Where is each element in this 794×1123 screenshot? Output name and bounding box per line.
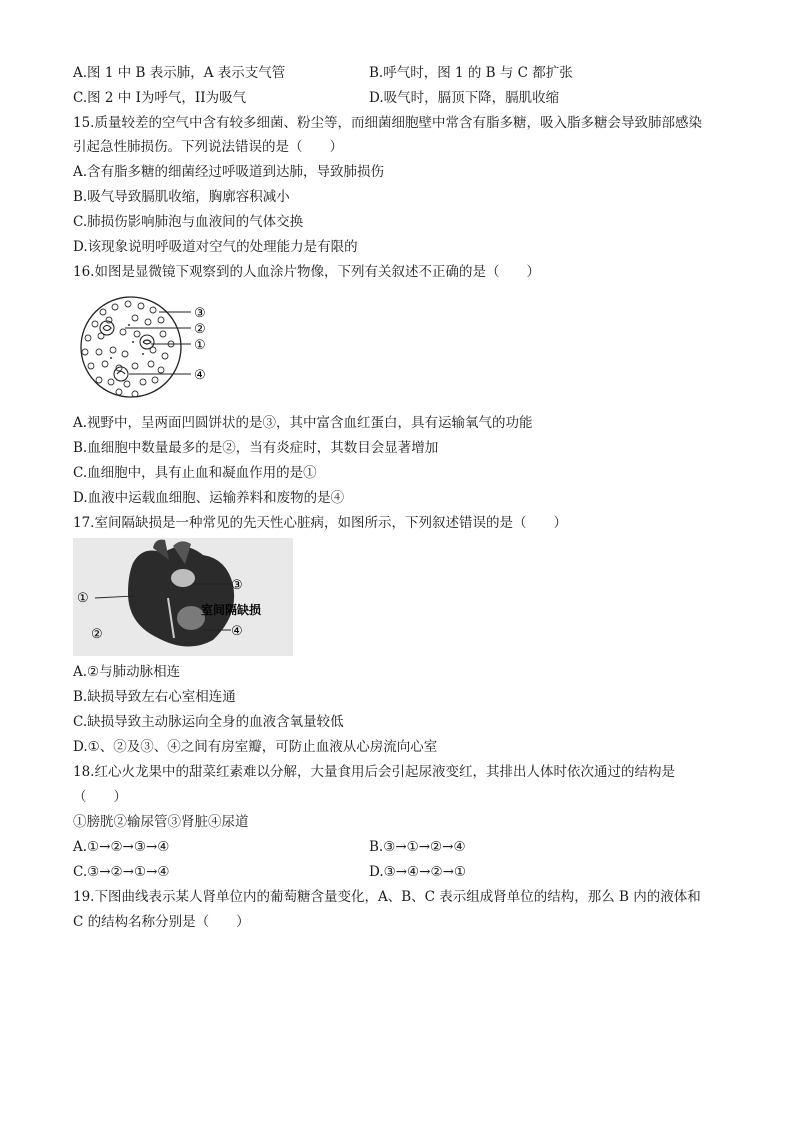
q18-options-row2 [73,862,466,882]
q16-option-b[interactable]: B.血细胞中数量最多的是②，当有炎症时，其数目会显著增加 [73,440,439,456]
q15-option-b[interactable]: B.吸气导致膈肌收缩，胸廓容积减小 [73,189,290,205]
label-2: ② [91,627,103,642]
label-1: ① [77,591,89,606]
q16-stem: 16.如图是显微镜下观察到的人血涂片物像，下列有关叙述不正确的是（ ） [73,264,540,280]
q16-option-a[interactable]: A.视野中，呈两面凹圆饼状的是③，其中富含血红蛋白，具有运输氧气的功能 [73,415,533,431]
label-1: ① [194,338,206,353]
q18-option-b[interactable]: B.③→①→②→④ [369,839,466,855]
q17-option-c[interactable]: C.缺损导致主动脉运向全身的血液含氧量较低 [73,714,344,730]
q15-option-a[interactable]: A.含有脂多糖的细菌经过呼吸道到达肺，导致肺损伤 [73,164,385,180]
q19-stem-line2: C 的结构名称分别是（ ） [73,914,250,930]
q14-option-d[interactable]: D.吸气时，膈顶下降，膈肌收缩 [369,90,560,106]
q14-option-b[interactable]: B.呼气时，图 1 的 B 与 C 都扩张 [369,65,573,81]
q17-option-d[interactable]: D.①、②及③、④之间有房室瓣，可防止血液从心房流向心室 [73,739,438,755]
q18-items: ①膀胱②输尿管③肾脏④尿道 [73,814,249,830]
label-4: ④ [194,368,206,383]
defect-label: 室间隔缺损 [201,603,262,617]
q14-options-row2 [73,88,560,108]
q15-option-c[interactable]: C.肺损伤影响肺泡与血液间的气体交换 [73,214,304,230]
blood-smear-figure [73,292,223,404]
label-3: ③ [194,306,206,321]
q15-stem-line1: 15.质量较差的空气中含有较多细菌、粉尘等，而细菌细胞壁中常含有脂多糖，吸入脂多糖会导致肺部感染 [73,115,702,131]
q18-options-row1 [73,837,466,857]
q17-stem: 17.室间隔缺损是一种常见的先天性心脏病，如图所示，下列叙述错误的是（ ） [73,515,567,531]
label-2: ② [194,322,206,337]
label-3: ③ [231,578,243,593]
q16-option-d[interactable]: D.血液中运载血细胞、运输养料和废物的是④ [73,490,345,506]
q14-options-row1 [73,63,573,83]
q18-stem-line2: （ ） [73,789,127,805]
q19-stem-line1: 19.下图曲线表示某人肾单位内的葡萄糖含量变化，A、B、C 表示组成肾单位的结构，那么 B 内的液体和 [73,889,701,905]
atrium-light-area [171,569,195,587]
q18-stem-line1: 18.红心火龙果中的甜菜红素难以分解，大量食用后会引起尿液变红，其排出人体时依次通过的结构是 [73,764,675,780]
q17-option-b[interactable]: B.缺损导致左右心室相连通 [73,689,236,705]
q14-option-c[interactable]: C.图 2 中 I为呼气，II为吸气 [73,90,247,106]
q16-option-c[interactable]: C.血细胞中，具有止血和凝血作用的是① [73,465,317,481]
q18-option-d[interactable]: D.③→④→②→① [369,864,466,880]
q14-option-a[interactable]: A.图 1 中 B 表示肺，A 表示支气管 [73,65,286,81]
q17-option-a[interactable]: A.②与肺动脉相连 [73,664,181,680]
label-4: ④ [231,624,243,639]
q15-option-d[interactable]: D.该现象说明呼吸道对空气的处理能力是有限的 [73,239,358,255]
q18-option-c[interactable]: C.③→②→①→④ [73,864,170,880]
heart-figure [73,538,293,656]
q18-option-a[interactable]: A.①→②→③→④ [73,839,170,855]
q15-stem-line2: 引起急性肺损伤。下列说法错误的是（ ） [73,139,343,155]
